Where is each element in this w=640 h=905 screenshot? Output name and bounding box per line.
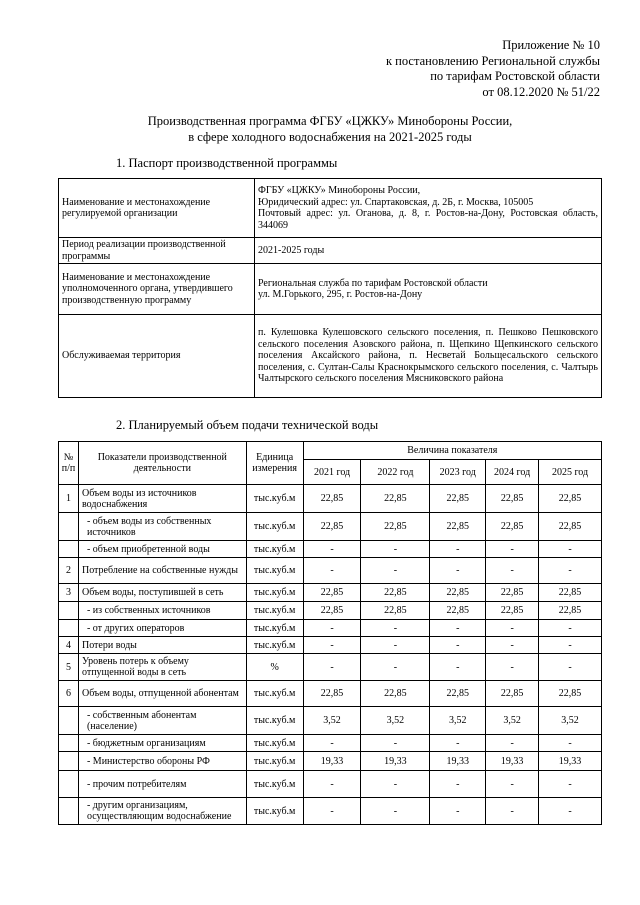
row-number: [59, 620, 79, 637]
row-value: -: [539, 771, 602, 798]
row-value: -: [486, 735, 539, 752]
row-value: 22,85: [303, 681, 361, 707]
table-row: [59, 602, 602, 620]
water-volume-table: [58, 441, 602, 825]
row-indicator: - объем приобретенной воды: [78, 541, 246, 558]
title-line: Производственная программа ФГБУ «ЦЖКУ» Минобороны России,: [147, 114, 513, 128]
row-value: 22,85: [539, 681, 602, 707]
row-value: -: [430, 771, 486, 798]
row-value: -: [539, 558, 602, 584]
header-year: 2025 год: [539, 460, 602, 485]
row-value: 3,52: [303, 707, 361, 735]
row-indicator: Потери воды: [78, 637, 246, 654]
row-value: -: [361, 541, 430, 558]
passport-value: [255, 315, 602, 398]
row-value: 3,52: [486, 707, 539, 735]
passport-value-line: Юридический адрес: ул. Спартаковская, д. 2Б, г. Москва, 105005: [258, 196, 534, 208]
row-value: -: [430, 541, 486, 558]
row-value: 19,33: [539, 752, 602, 771]
row-indicator: - объем воды из собственных источников: [78, 513, 246, 541]
row-value: -: [303, 735, 361, 752]
row-unit: тыс.куб.м: [246, 681, 303, 707]
row-unit: тыс.куб.м: [246, 584, 303, 602]
row-value: -: [539, 637, 602, 654]
row-unit: тыс.куб.м: [246, 558, 303, 584]
row-value: 22,85: [303, 485, 361, 513]
row-value: -: [303, 620, 361, 637]
appendix-line: Приложение № 10: [502, 38, 600, 52]
row-value: -: [361, 558, 430, 584]
row-number: 5: [59, 654, 79, 681]
row-indicator: - Министерство обороны РФ: [78, 752, 246, 771]
row-number: [59, 752, 79, 771]
row-indicator: - из собственных источников: [78, 602, 246, 620]
header-year: 2022 год: [361, 460, 430, 485]
row-number: 4: [59, 637, 79, 654]
row-value: -: [539, 798, 602, 825]
row-number: [59, 771, 79, 798]
row-number: [59, 798, 79, 825]
row-value: -: [303, 541, 361, 558]
row-indicator: Объем воды, поступившей в сеть: [78, 584, 246, 602]
passport-row: [59, 315, 602, 398]
row-number: 6: [59, 681, 79, 707]
passport-value-line: п. Кулешовка Кулешовского сельского поселения, п. Пешково Пешковского сельского поселения Азовского района, п. Щепкино Щепкинского сельского поселения Аксайского района, п. Несветай Больщесальского сельского поселения, с. Султан-Салы Краснокрымского сельского поселения, с. Чалтырь Чалтырского сельского поселения Мясниковского района: [258, 327, 598, 385]
table-row: [59, 541, 602, 558]
row-value: -: [430, 798, 486, 825]
row-indicator: - от других операторов: [78, 620, 246, 637]
header-value: Величина показателя: [303, 442, 601, 460]
row-unit: тыс.куб.м: [246, 513, 303, 541]
appendix-line: по тарифам Ростовской области: [430, 69, 600, 83]
row-value: -: [486, 798, 539, 825]
row-number: [59, 513, 79, 541]
row-value: 19,33: [430, 752, 486, 771]
row-value: 22,85: [430, 513, 486, 541]
header-year: 2024 год: [486, 460, 539, 485]
appendix-header: [386, 38, 600, 100]
row-value: -: [486, 654, 539, 681]
row-value: -: [486, 637, 539, 654]
table-row: [59, 735, 602, 752]
table-row: [59, 771, 602, 798]
passport-value-line: ул. М.Горького, 295, г. Ростов-на-Дону: [258, 289, 423, 300]
passport-row: [59, 179, 602, 238]
row-value: -: [486, 541, 539, 558]
row-value: 22,85: [361, 584, 430, 602]
row-value: -: [361, 637, 430, 654]
table-row: [59, 681, 602, 707]
row-unit: тыс.куб.м: [246, 541, 303, 558]
row-value: -: [539, 620, 602, 637]
section-2-title: 2. Планируемый объем подачи технической воды: [116, 418, 379, 432]
row-unit: тыс.куб.м: [246, 798, 303, 825]
row-number: 2: [59, 558, 79, 584]
passport-value-line: 2021-2025 годы: [258, 244, 325, 256]
row-number: [59, 707, 79, 735]
row-indicator: - другим организациям, осуществляющим водоснабжение: [78, 798, 246, 825]
row-value: -: [430, 558, 486, 584]
passport-label: Период реализации производственной программы: [59, 238, 255, 264]
header-indicator: Показатели производственной деятельности: [78, 442, 246, 485]
row-unit: тыс.куб.м: [246, 602, 303, 620]
row-value: -: [539, 735, 602, 752]
row-unit: тыс.куб.м: [246, 752, 303, 771]
row-number: [59, 602, 79, 620]
row-unit: тыс.куб.м: [246, 637, 303, 654]
row-number: 3: [59, 584, 79, 602]
table-row: [59, 707, 602, 735]
passport-value-line: Региональная служба по тарифам Ростовской области: [258, 277, 488, 289]
row-indicator: - собственным абонентам (население): [78, 707, 246, 735]
row-value: 3,52: [361, 707, 430, 735]
row-indicator: - прочим потребителям: [78, 771, 246, 798]
row-value: 19,33: [303, 752, 361, 771]
table-row: [59, 620, 602, 637]
passport-value: [255, 238, 602, 264]
row-indicator: - бюджетным организациям: [78, 735, 246, 752]
row-value: -: [361, 620, 430, 637]
row-value: 22,85: [303, 513, 361, 541]
row-value: 19,33: [361, 752, 430, 771]
row-value: 3,52: [430, 707, 486, 735]
table-row: [59, 798, 602, 825]
row-unit: тыс.куб.м: [246, 620, 303, 637]
passport-row: [59, 238, 602, 264]
row-value: 22,85: [486, 602, 539, 620]
row-value: 22,85: [303, 584, 361, 602]
row-indicator: Объем воды из источников водоснабжения: [78, 485, 246, 513]
row-value: -: [486, 558, 539, 584]
section-1-title: 1. Паспорт производственной программы: [116, 156, 338, 170]
row-value: 22,85: [361, 513, 430, 541]
row-indicator: Объем воды, отпущенной абонентам: [78, 681, 246, 707]
row-value: -: [303, 637, 361, 654]
row-value: -: [361, 654, 430, 681]
row-value: 22,85: [486, 681, 539, 707]
passport-label: Наименование и местонахождение регулируемой организации: [59, 179, 255, 238]
row-value: -: [430, 735, 486, 752]
row-value: -: [430, 654, 486, 681]
table-row: [59, 752, 602, 771]
passport-value-line: Почтовый адрес: ул. Оганова, д. 8, г. Ростов-на-Дону, Ростовская область, 344069: [258, 208, 598, 231]
row-value: -: [430, 620, 486, 637]
passport-value: [255, 264, 602, 315]
row-value: -: [303, 654, 361, 681]
passport-value-line: ФГБУ «ЦЖКУ» Минобороны России,: [258, 185, 421, 196]
appendix-line: от 08.12.2020 № 51/22: [482, 84, 600, 99]
passport-label: Обслуживаемая территория: [59, 315, 255, 398]
row-indicator: Уровень потерь к объему отпущенной воды в сеть: [78, 654, 246, 681]
row-value: 22,85: [303, 602, 361, 620]
row-value: -: [539, 541, 602, 558]
row-value: 3,52: [539, 707, 602, 735]
row-value: 22,85: [486, 485, 539, 513]
row-value: -: [361, 798, 430, 825]
row-value: -: [486, 771, 539, 798]
row-value: -: [539, 654, 602, 681]
row-value: 22,85: [539, 513, 602, 541]
row-value: 22,85: [539, 485, 602, 513]
passport-table: [58, 178, 602, 398]
row-value: -: [361, 735, 430, 752]
title-line: в сфере холодного водоснабжения на 2021-2025 годы: [188, 129, 472, 144]
row-value: 22,85: [539, 584, 602, 602]
row-value: 22,85: [430, 602, 486, 620]
row-unit: тыс.куб.м: [246, 735, 303, 752]
row-number: [59, 541, 79, 558]
row-unit: тыс.куб.м: [246, 707, 303, 735]
row-value: 22,85: [486, 584, 539, 602]
row-number: 1: [59, 485, 79, 513]
header-year: 2023 год: [430, 460, 486, 485]
document-title: [60, 114, 600, 145]
row-value: -: [303, 558, 361, 584]
header-number: № п/п: [59, 442, 79, 485]
row-value: 19,33: [486, 752, 539, 771]
row-value: 22,85: [430, 681, 486, 707]
table-header-row: [59, 442, 602, 460]
passport-row: [59, 264, 602, 315]
row-number: [59, 735, 79, 752]
table-row: [59, 584, 602, 602]
row-value: 22,85: [539, 602, 602, 620]
row-value: 22,85: [361, 485, 430, 513]
header-year: 2021 год: [303, 460, 361, 485]
row-unit: %: [246, 654, 303, 681]
row-value: -: [361, 771, 430, 798]
row-unit: тыс.куб.м: [246, 771, 303, 798]
header-unit: Единица измерения: [246, 442, 303, 485]
row-value: 22,85: [486, 513, 539, 541]
table-row: [59, 485, 602, 513]
row-value: -: [430, 637, 486, 654]
table-row: [59, 558, 602, 584]
passport-value: [255, 179, 602, 238]
row-value: 22,85: [361, 602, 430, 620]
table-row: [59, 654, 602, 681]
table-row: [59, 513, 602, 541]
row-unit: тыс.куб.м: [246, 485, 303, 513]
table-row: [59, 637, 602, 654]
appendix-line: к постановлению Региональной службы: [385, 53, 600, 68]
row-value: 22,85: [361, 681, 430, 707]
row-value: -: [303, 798, 361, 825]
row-value: 22,85: [430, 584, 486, 602]
row-value: 22,85: [430, 485, 486, 513]
row-value: -: [486, 620, 539, 637]
row-value: -: [303, 771, 361, 798]
row-indicator: Потребление на собственные нужды: [78, 558, 246, 584]
passport-label: Наименование и местонахождение уполномоченного органа, утвердившего производственную программу: [59, 264, 255, 315]
